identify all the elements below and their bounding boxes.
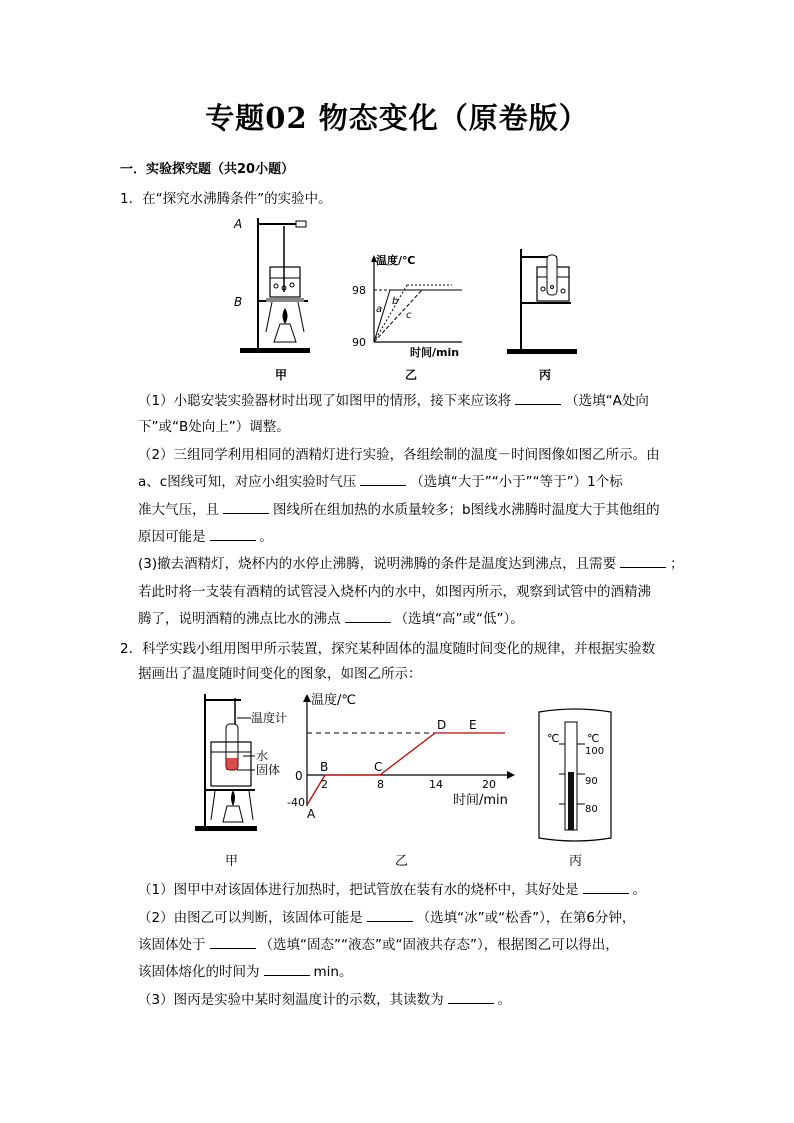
q2-p3-a: （3）图丙是实验中某时刻温度计的示数，其读数为: [138, 992, 444, 1008]
q1-yi-tick-90: 90: [352, 336, 366, 349]
q1-yi-tick-98: 98: [352, 284, 366, 297]
q1-figure-yi: [352, 250, 472, 360]
q1-p2-g: 。: [259, 529, 273, 545]
q2-yi-point-a: A: [307, 807, 316, 818]
q1-yi-x-axis: 时间/min: [410, 346, 460, 359]
q2-yi-zero: 0: [295, 769, 303, 783]
q2-yi-point-c: C: [374, 760, 383, 774]
q1-yi-line-c: c: [406, 310, 412, 321]
q2-bing-unit-right: ℃: [587, 732, 600, 745]
q2-label-solid: 固体: [256, 763, 281, 777]
q1-figure-jia: [230, 212, 330, 357]
q1-p3-a: (3)撤去酒精灯，烧杯内的水停止沸腾，说明沸腾的条件是温度达到沸点，且需要: [138, 556, 617, 572]
page-title: 专题02 物态变化（原卷版）: [205, 101, 589, 135]
q1-caption-yi: 乙: [405, 368, 418, 382]
q2-yi-x2: 2: [321, 778, 328, 791]
q1-yi-line-a: a: [376, 304, 383, 315]
q1-p2-d: 准大气压，且: [138, 502, 219, 518]
q1-yi-line-b: b: [392, 296, 399, 307]
q2-yi-x20: 20: [482, 778, 496, 791]
q1-caption-jia: 甲: [275, 368, 288, 382]
q1-label-a: A: [234, 217, 243, 231]
q2-figure-jia: [193, 690, 288, 835]
q1-blank-5[interactable]: [620, 555, 666, 568]
q2-p1-a: （1）图甲中对该固体进行加热时，把试管放在装有水的烧杯中，其好处是: [138, 882, 579, 898]
q2-yi-x8: 8: [377, 778, 384, 791]
q2-blank-3[interactable]: [210, 936, 256, 949]
q1-label-b: B: [234, 295, 243, 309]
q2-figure-bing: [535, 708, 615, 842]
q2-p2-c: 该固体处于: [138, 937, 206, 953]
q2-caption-bing: 丙: [569, 854, 583, 869]
q1-p2-a: （2）三组同学利用相同的酒精灯进行实验，各组绘制的温度－时间图像如图乙所示。由: [138, 447, 660, 463]
q2-p2-a: （2）由图乙可以判断，该固体可能是: [138, 910, 363, 926]
q2-bing-tick-100: 100: [585, 746, 605, 757]
q1-p3-e: （选填“高”或“低”）。: [394, 611, 524, 627]
q1-p3-d: 腾了，说明酒精的沸点比水的沸点: [138, 611, 341, 627]
q2-caption-jia: 甲: [225, 854, 239, 869]
q1-yi-y-axis: 温度/℃: [376, 254, 416, 267]
q2-yi-y-axis: 温度/℃: [311, 693, 356, 708]
q2-label-thermometer: 温度计: [251, 711, 288, 725]
q2-yi-neg40: -40: [287, 796, 305, 809]
q1-blank-4[interactable]: [210, 528, 256, 541]
q1-p1-c: 下”或“B处向上”）调整。: [138, 419, 290, 435]
q2-p1-b: 。: [632, 882, 647, 898]
section-heading: 一．实验探究题（共20小题）: [120, 162, 295, 177]
q1-p2-f: 原因可能是: [138, 529, 206, 545]
q1-blank-1[interactable]: [515, 392, 561, 405]
q2-caption-yi: 乙: [395, 854, 409, 869]
q2-p2-b: （选填“冰”或“松香”），在第6分钟，: [416, 910, 636, 926]
q2-p2-f: min。: [313, 964, 353, 980]
q2-p3-b: 。: [497, 992, 512, 1008]
q2-yi-point-e: E: [469, 718, 477, 732]
q2-blank-5[interactable]: [448, 991, 494, 1004]
q2-yi-x-axis: 时间/min: [453, 793, 508, 808]
q2-yi-point-d: D: [437, 718, 447, 732]
q1-p3-b: ；: [670, 556, 684, 572]
q1-p3-c: 若此时将一支装有酒精的试管浸入烧杯内的水中，如图丙所示，观察到试管中的酒精沸: [138, 584, 651, 600]
q1-blank-6[interactable]: [345, 610, 391, 623]
q1-caption-bing: 丙: [539, 368, 552, 382]
q2-figure-yi: [283, 688, 515, 818]
q2-blank-4[interactable]: [264, 963, 310, 976]
q2-yi-x14: 14: [429, 778, 443, 791]
q2-blank-1[interactable]: [583, 881, 629, 894]
q2-stem-b: 据画出了温度随时间变化的图象，如图乙所示：: [138, 666, 422, 682]
q1-figure-bing: [505, 245, 585, 357]
q1-p2-b: a、c图线可知，对应小组实验时气压: [138, 474, 357, 490]
q1-blank-3[interactable]: [223, 501, 269, 514]
q2-label-water: 水: [256, 749, 269, 763]
q1-p1-a: （1）小聪安装实验器材时出现了如图甲的情形，接下来应该将: [138, 393, 512, 409]
q2-stem-a: 2．科学实践小组用图甲所示装置，探究某种固体的温度随时间变化的规律，并根据实验数: [120, 641, 656, 657]
q2-bing-tick-90: 90: [585, 776, 598, 787]
q2-bing-tick-80: 80: [585, 804, 598, 815]
q1-p2-e: 图线所在组加热的水质量较多；b图线水沸腾时温度大于其他组的: [273, 502, 660, 518]
q2-yi-point-b: B: [320, 760, 329, 774]
q2-p2-d: （选填“固态”“液态”或“固液共存态”），根据图乙可以得出，: [259, 937, 619, 953]
q2-blank-2[interactable]: [367, 909, 413, 922]
q2-p2-e: 该固体熔化的时间为: [138, 964, 260, 980]
q2-bing-unit-left: ℃: [547, 732, 560, 745]
q1-p2-c: （选填“大于”“小于”“等于”）1个标: [410, 474, 623, 490]
q1-blank-2[interactable]: [360, 473, 406, 486]
q1-stem: 1．在“探究水沸腾条件”的实验中。: [120, 191, 332, 207]
q1-p1-b: （选填“A处向: [565, 393, 649, 409]
